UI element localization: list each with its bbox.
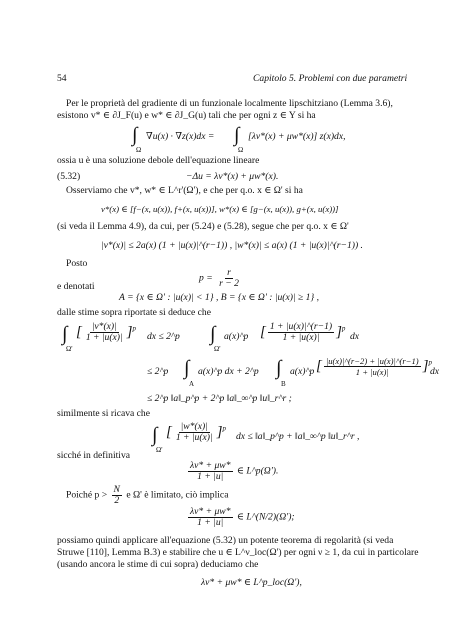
fraction-denominator: 1 + |u(x)| bbox=[85, 332, 123, 343]
equation-implication bbox=[186, 507, 295, 528]
fraction-denominator: r − 2 bbox=[219, 278, 239, 289]
fraction-numerator: 1 + |u(x)|^(r−1) bbox=[269, 321, 333, 332]
fraction-numerator: r bbox=[227, 267, 231, 278]
paragraph-line bbox=[66, 485, 228, 506]
paragraph-line: (usando ancora le stime di cui sopra) deduciamo che bbox=[57, 559, 259, 570]
paragraph-line: Osserviamo che v*, w* ∈ L^r'(Ω'), e che per q.o. x ∈ Ω' si ha bbox=[66, 185, 303, 196]
ineq-line-2-mid: a(x)^p dx + 2^p bbox=[198, 366, 259, 377]
equation-p-lhs: p = bbox=[199, 272, 213, 284]
fraction-numerator: N bbox=[113, 484, 120, 495]
paragraph-line: possiamo quindi applicare all'equazione (5.32) un potente teorema di regolarità (si veda bbox=[57, 535, 394, 546]
paragraph-line: Posto bbox=[66, 258, 88, 269]
integral-domain: A bbox=[189, 380, 195, 388]
paragraph-line: (si veda il Lemma 4.9), da cui, per (5.24) e (5.28), segue che per q.o. x ∈ Ω' bbox=[57, 221, 349, 232]
ineq-line-1-factor: a(x)^p bbox=[224, 331, 249, 342]
ineq-line-1-bracket: [ $\frac{1 + |u(x)|\^{}(r-1)}{1 + |u(x)|}$ ]$^p$ bbox=[260, 321, 346, 343]
integral-domain: Ω' bbox=[66, 345, 73, 353]
integral-sign: ∫ bbox=[276, 357, 282, 379]
paragraph-line: dalle stime sopra riportate si deduce che bbox=[57, 307, 211, 318]
integral-sign: ∫ bbox=[62, 323, 68, 345]
integral-domain: B bbox=[281, 380, 286, 388]
ineq2-bracket: [ $\frac{|w*(x)|}{1 + |u(x)|}$ ]$^p$ bbox=[166, 421, 226, 443]
fraction-numerator: |u(x)|^(r−2) + |u(x)|^(r−1) bbox=[325, 356, 419, 366]
ineq2-rhs: dx ≤ ‖a‖_p^p + ‖a‖_∞^p ‖u‖_r^r , bbox=[236, 431, 360, 442]
integral-sign: ∫ bbox=[152, 424, 158, 446]
fraction-numerator: λv* + μw* bbox=[190, 506, 231, 517]
fraction-numerator: |v*(x)| bbox=[91, 321, 117, 332]
ineq-line-2: ≤ 2^p bbox=[147, 366, 169, 377]
membership-rhs: ∈ L^p(Ω'). bbox=[236, 465, 279, 477]
paragraph-line: Per le proprietà del gradiente di un funzionale localmente lipschitziano (Lemma 3.6), bbox=[66, 98, 393, 109]
paragraph-line: Struwe [110], Lemma B.3) e stabilire che u ∈ L^ν_loc(Ω') per ogni ν ≥ 1, da cui in particolare bbox=[57, 547, 419, 558]
ineq-line-2-bracket: [ $\frac{|u(x)|\^{}(r-2) + |u(x)|\^{}(r-1)}{1 + |u(x)|}$ ]$^p$ bbox=[316, 356, 432, 377]
paragraph-line: ossia u è una soluzione debole dell'equazione lineare bbox=[57, 155, 260, 166]
fraction bbox=[112, 485, 122, 506]
running-header: Capitolo 5. Problemi con due parametri bbox=[253, 73, 408, 84]
fraction-denominator: 1 + |u| bbox=[197, 471, 224, 482]
equation-inclusion: v*(x) ∈ [f−(x, u(x)), f+(x, u(x))], w*(x) ∈ [g−(x, u(x)), g+(x, u(x))] bbox=[101, 204, 339, 214]
ineq-line-3: ≤ 2^p ‖a‖_p^p + 2^p ‖a‖_∞^p ‖u‖_r^r ; bbox=[147, 393, 292, 404]
integral-domain: Ω' bbox=[156, 446, 163, 454]
integral-domain: Ω bbox=[136, 146, 142, 154]
integral-sign: ∫ bbox=[184, 357, 190, 379]
fraction-denominator: 1 + |u| bbox=[197, 517, 224, 528]
fraction-denominator: 2 bbox=[114, 495, 120, 506]
poiche-text-2: e Ω' è limitato, ciò implica bbox=[126, 489, 229, 501]
integral-sign: ∫ bbox=[210, 323, 216, 345]
equation-532: −Δu = λv*(x) + μw*(x). bbox=[186, 171, 279, 182]
fraction-numerator: |w*(x)| bbox=[180, 421, 208, 432]
fraction-denominator: 1 + |u(x)| bbox=[355, 367, 389, 377]
poiche-text: Poiché p > bbox=[66, 489, 108, 501]
ineq-line-1-dx: dx bbox=[350, 331, 360, 342]
integral-domain: Ω' bbox=[214, 345, 221, 353]
page-number: 54 bbox=[57, 73, 67, 84]
ineq-line-1-rhs: dx ≤ 2^p bbox=[147, 331, 180, 342]
fraction-denominator: 1 + |u(x)| bbox=[175, 432, 213, 443]
equation-lhs: ∇u(x) · ∇z(x)dx = bbox=[146, 131, 215, 142]
fraction-denominator: 1 + |u(x)| bbox=[282, 332, 320, 343]
equation-final: λv* + μw* ∈ L^p_loc(Ω'), bbox=[201, 577, 302, 588]
integral-sign: ∫ bbox=[132, 124, 138, 146]
ineq-line-1: [ $\frac{|v*(x)|}{1 + |u(x)|}$ ]$^p$ bbox=[76, 321, 136, 343]
equation-rhs: [λv*(x) + μw*(x)] z(x)dx, bbox=[248, 131, 346, 142]
paragraph-line: sicché in definitiva bbox=[57, 450, 130, 461]
ineq-line-2-dx: dx bbox=[430, 366, 440, 377]
paragraph-line: e denotati bbox=[57, 281, 95, 292]
equation-p bbox=[199, 268, 243, 289]
equation-membership bbox=[186, 461, 278, 482]
fraction-numerator: λv* + μw* bbox=[190, 460, 231, 471]
integral-sign: ∫ bbox=[234, 124, 240, 146]
ineq-line-2-factor: a(x)^p bbox=[290, 366, 315, 377]
equation-bounds: |v*(x)| ≤ 2a(x) (1 + |u(x)|^(r−1)) , |w*(x)| ≤ a(x) (1 + |u(x)|^(r−1)) . bbox=[101, 240, 363, 251]
equation-label: (5.32) bbox=[57, 171, 81, 182]
integral-domain: Ω bbox=[238, 146, 244, 154]
implication-rhs: ∈ L^(N/2)(Ω'); bbox=[236, 511, 295, 523]
fraction bbox=[217, 268, 241, 289]
equation-sets: A = {x ∈ Ω' : |u(x)| < 1} , B = {x ∈ Ω' : |u(x)| ≥ 1} , bbox=[119, 292, 320, 303]
paragraph-line: similmente si ricava che bbox=[57, 408, 150, 419]
paragraph-line: esistono v* ∈ ∂J_F(u) e w* ∈ ∂J_G(u) tali che per ogni z ∈ Y si ha bbox=[57, 110, 316, 121]
